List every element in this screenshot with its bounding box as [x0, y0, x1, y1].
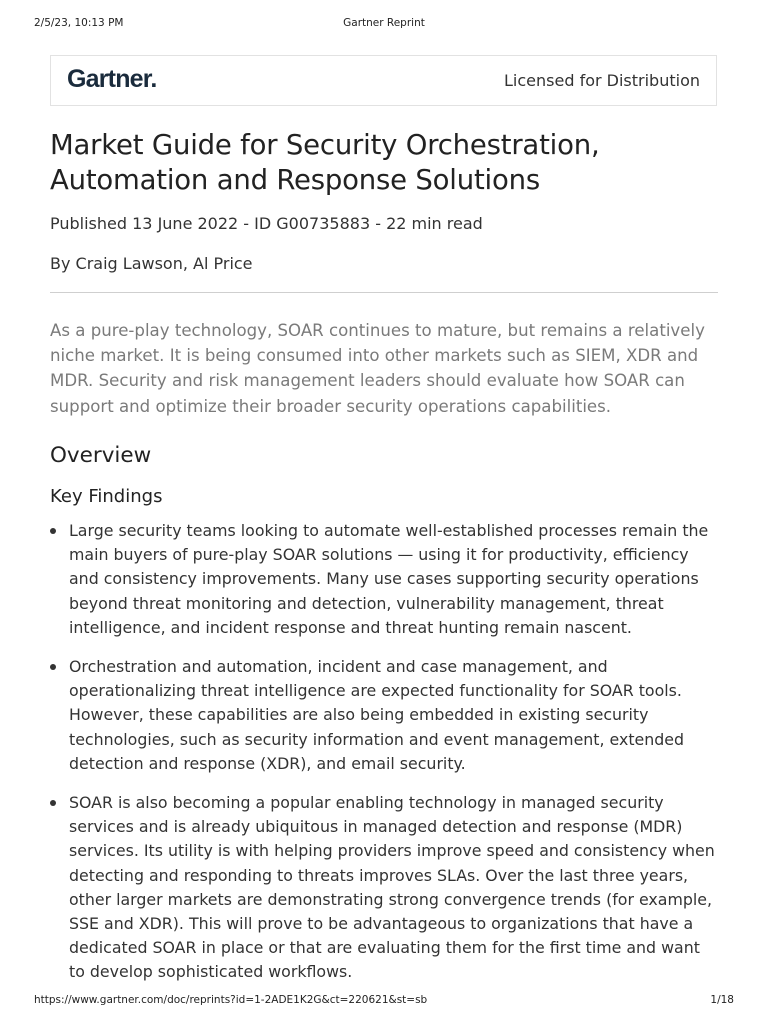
- list-item-text: Orchestration and automation, incident and case management, and operationalizing threat intelligence are expected functionality for SOAR tools. However, these capabilities are also being embedded in existing security technologies, such as security information and event management, extended detection and response (XDR), and email security.: [69, 657, 685, 773]
- list-item: [50, 519, 720, 640]
- list-item-text: Large security teams looking to automate well-established processes remain the main buyers of pure-play SOAR solutions — using it for productivity, efficiency and consistency improvements. Many use cases supporting security operations beyond threat monitoring and detection, vulnerability management, threat intelligence, and incident response and threat hunting remain nascent.: [69, 521, 709, 637]
- print-page-title: Gartner Reprint: [343, 17, 425, 29]
- document-title: Market Guide for Security Orchestration, Automation and Response Solutions: [50, 129, 600, 196]
- print-url: https://www.gartner.com/doc/reprints?id=1-2ADE1K2G&ct=220621&st=sb: [34, 994, 428, 1006]
- gartner-logo[interactable]: [67, 65, 157, 94]
- divider: [50, 292, 718, 293]
- list-item: [50, 655, 720, 776]
- logo-wordmark: Gartner: [67, 65, 151, 93]
- overview-heading: Overview: [50, 443, 152, 468]
- bullet-icon: [50, 528, 56, 534]
- page-indicator: 1/18: [710, 994, 734, 1006]
- print-datetime: 2/5/23, 10:13 PM: [34, 17, 124, 29]
- license-banner: [50, 55, 717, 106]
- logo-dot: .: [150, 65, 157, 93]
- list-item: [50, 791, 720, 985]
- key-findings-heading: Key Findings: [50, 486, 163, 507]
- bullet-icon: [50, 664, 56, 670]
- bullet-icon: [50, 800, 56, 806]
- license-label: Licensed for Distribution: [504, 71, 700, 90]
- print-header: [34, 17, 734, 31]
- authors-line: By Craig Lawson, Al Price: [50, 254, 253, 273]
- summary-paragraph: As a pure-play technology, SOAR continues to mature, but remains a relatively niche market. It is being consumed into other markets such as SIEM, XDR and MDR. Security and risk management leaders should evaluate how SOAR can support and optimize their broader security operations capabilities.: [50, 321, 705, 416]
- list-item-text: SOAR is also becoming a popular enabling technology in managed security services and is already ubiquitous in managed detection and response (MDR) services. Its utility is with helping providers improve speed and consistency when detecting and responding to threats improves SLAs. Over the last three years, other larger markets are demonstrating strong convergence trends (for example, SSE and XDR). This will prove to be advantageous to organizations that have a dedicated SOAR in place or that are evaluating them for the first time and want to develop sophisticated workflows.: [69, 793, 715, 982]
- publication-info: Published 13 June 2022 - ID G00735883 - 22 min read: [50, 214, 483, 233]
- print-footer: [34, 994, 734, 1008]
